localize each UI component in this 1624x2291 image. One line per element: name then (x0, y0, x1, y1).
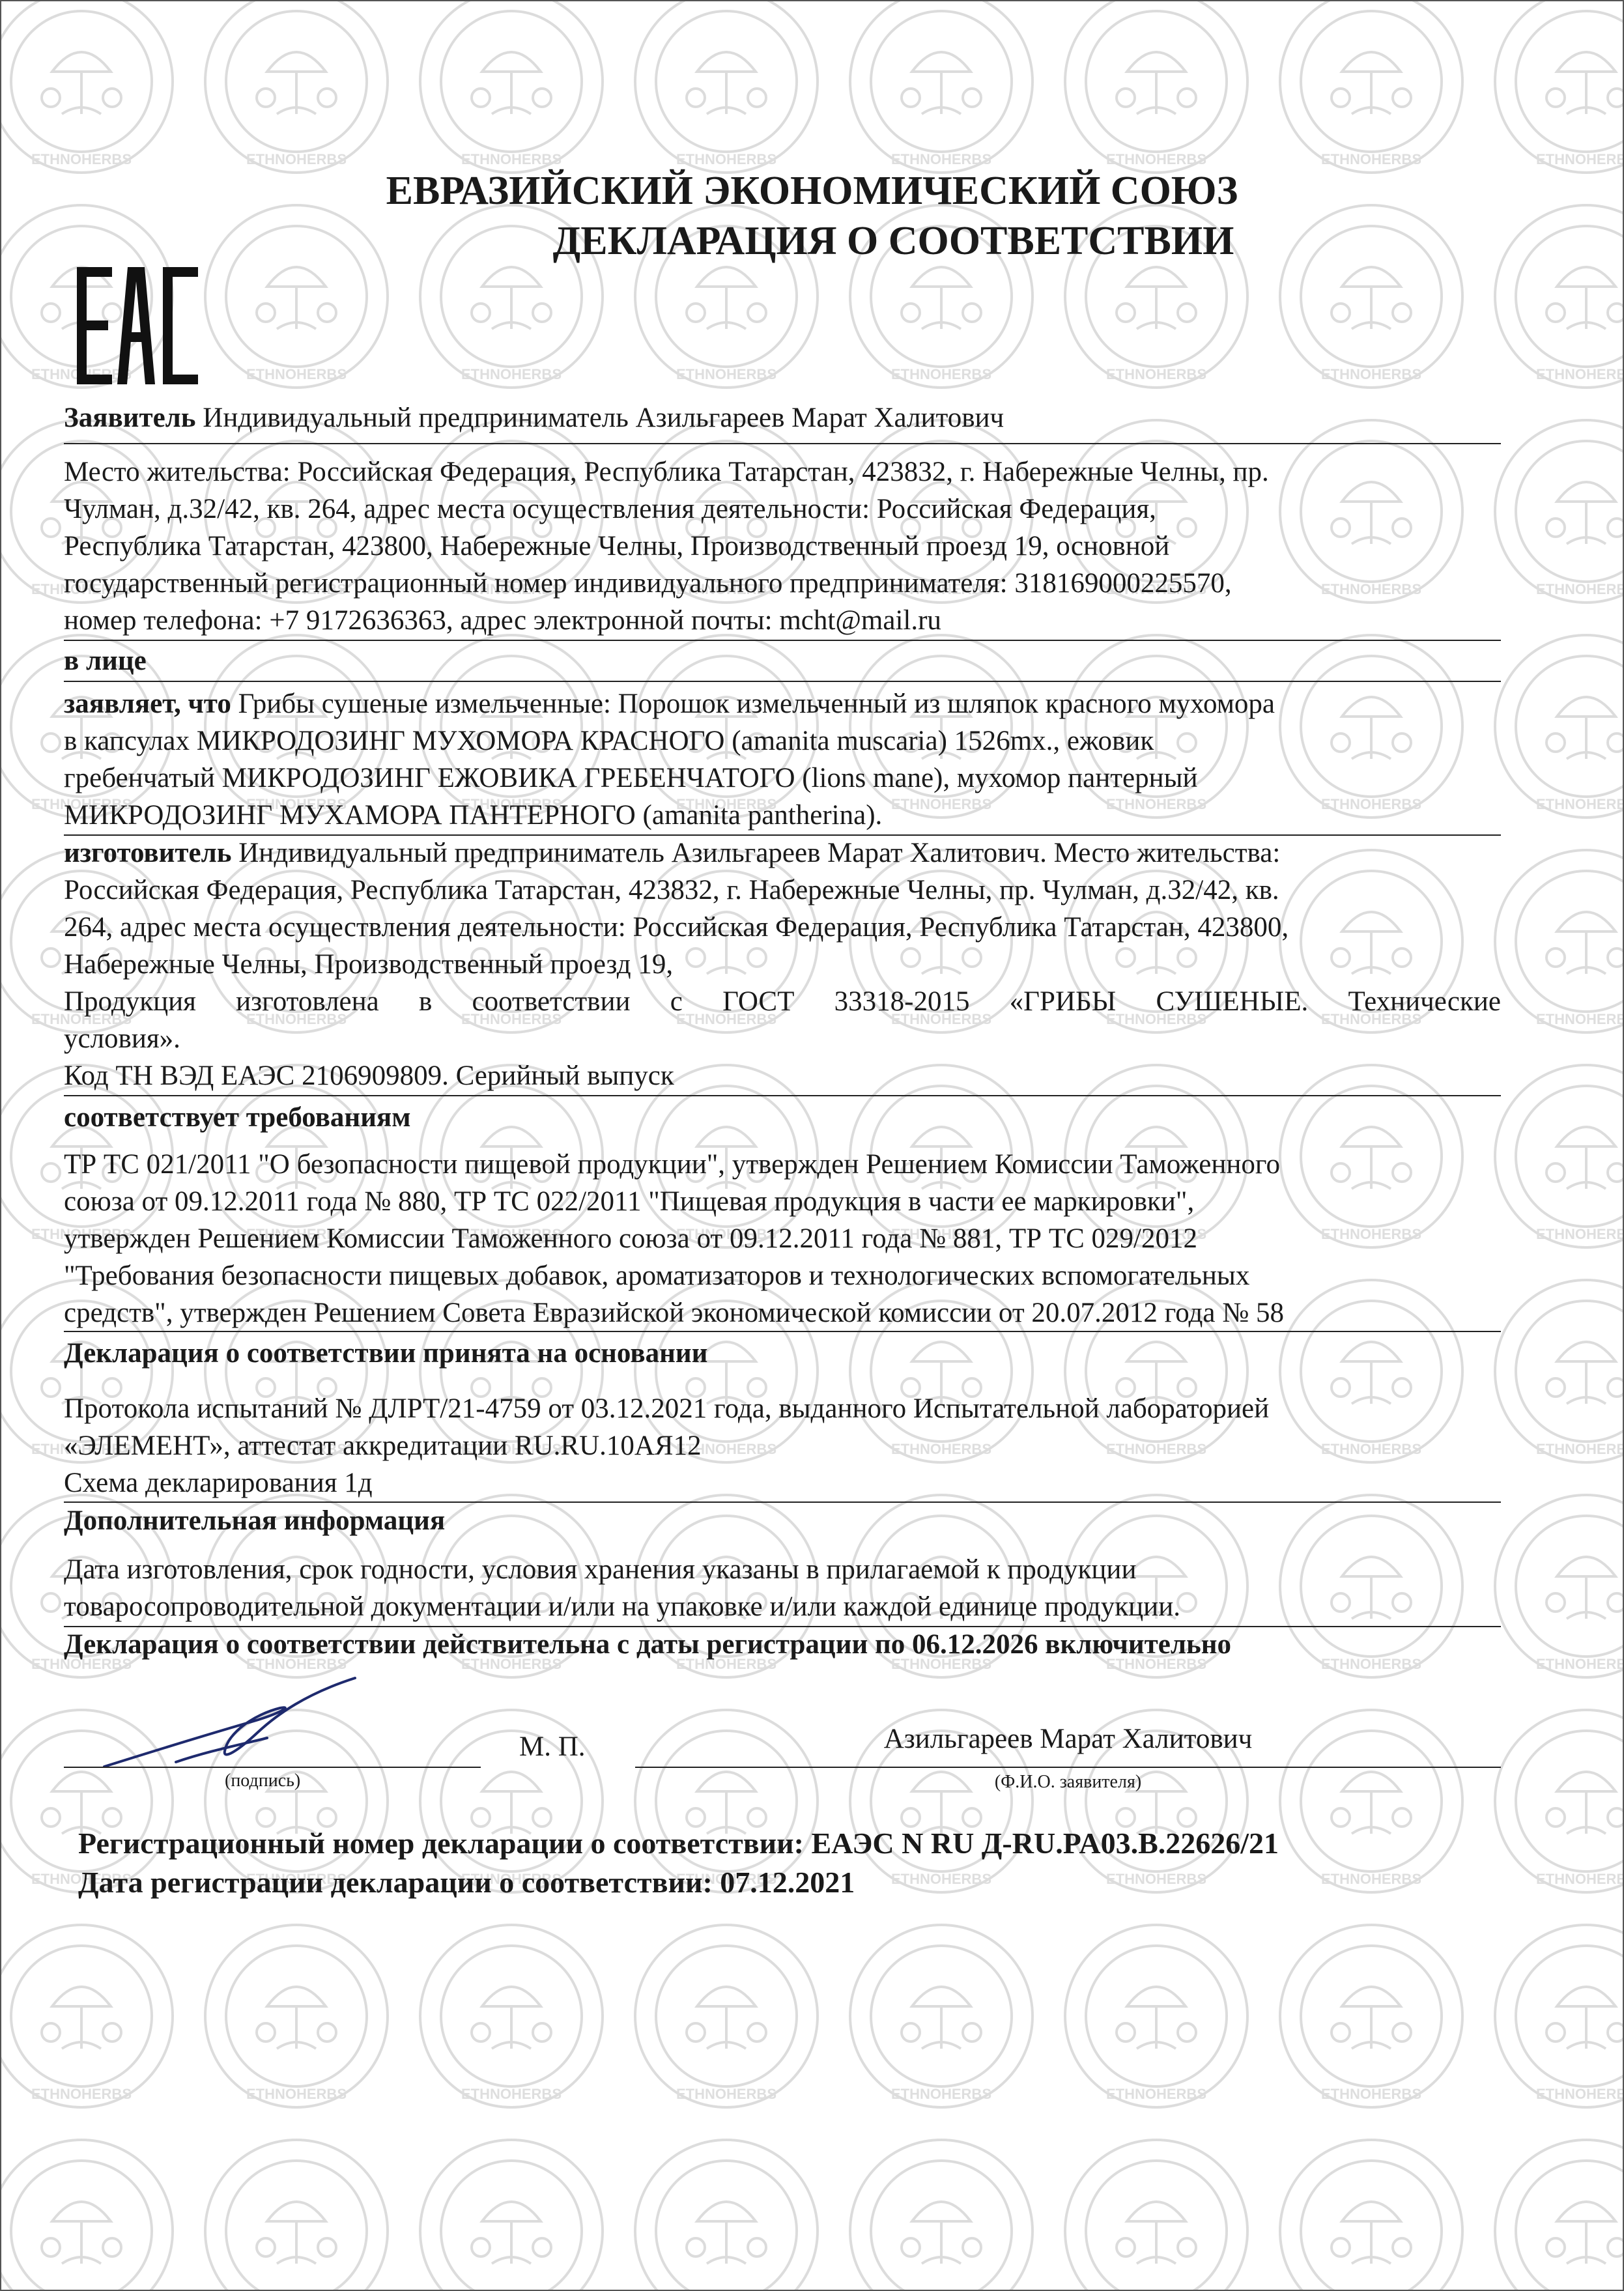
manufacturer-line: Российская Федерация, Республика Татарстан, 423832, г. Набережные Челны, пр. Чулман, д.32/42, кв. (64, 875, 1279, 905)
manufacturer-text: Индивидуальный предприниматель Азильгареев Марат Халитович. Место жительства: (231, 838, 1281, 868)
requirements-line: утвержден Решением Комиссии Таможенного союза от 09.12.2011 года № 881, ТР ТС 029/2012 (64, 1223, 1197, 1254)
requirements-label: соответствует требованиям (64, 1102, 411, 1133)
basis-label: Декларация о соответствии принята на основании (64, 1338, 708, 1369)
declares-line: в капсулах МИКРОДОЗИНГ МУХОМОРА КРАСНОГО (amanita muscaria) 1526mx., ежовик (64, 726, 1154, 756)
signature-line (64, 1767, 481, 1768)
registration-number: Регистрационный номер декларации о соответствии: ЕАЭС N RU Д-RU.PA03.B.22626/21 (78, 1827, 1279, 1860)
basis-line: Протокола испытаний № ДЛРТ/21-4759 от 03.12.2021 года, выданного Испытательной лабораторией (64, 1393, 1270, 1424)
requirements-line: средств", утвержден Решением Совета Евразийской экономической комиссии от 20.07.2012 года № 58 (64, 1298, 1284, 1328)
signature-caption: (подпись) (225, 1771, 301, 1791)
declares-line: МИКРОДОЗИНГ МУХАМОРА ПАНТЕРНОГО (amanita pantherina). (64, 800, 883, 831)
applicant-label: Заявитель (64, 403, 196, 433)
requirements-line: союза от 09.12.2011 года № 880, ТР ТС 022/2011 "Пищевая продукция в части ее маркировки", (64, 1186, 1195, 1217)
basis-line: Схема декларирования 1д (64, 1468, 373, 1498)
manufacturer-line: 264, адрес места осуществления деятельности: Российская Федерация, Республика Татарстан, 423800, (64, 912, 1289, 943)
registration-date: Дата регистрации декларации о соответствии: 07.12.2021 (78, 1866, 855, 1899)
applicant-address-line: номер телефона: +7 9172636363, адрес электронной почты: mcht@mail.ru (64, 605, 941, 636)
manufacturer-row (64, 835, 1501, 872)
applicant-row (64, 400, 1501, 436)
rule (64, 1095, 1501, 1096)
additional-line: Дата изготовления, срок годности, условия хранения указаны в прилагаемой к продукции (64, 1554, 1137, 1585)
applicant-name: Индивидуальный предприниматель Азильгареев Марат Халитович (195, 403, 1004, 433)
declares-label: заявляет, что (64, 689, 231, 719)
declares-text: Грибы сушеные измельченные: Порошок измельченный из шляпок красного мухомора (231, 689, 1275, 719)
manufacturer-line: условия». (64, 1023, 180, 1054)
manufacturer-label: изготовитель (64, 838, 232, 868)
applicant-fullname: Азильгареев Марат Халитович (883, 1724, 1253, 1754)
validity-text: Декларация о соответствии действительна с даты регистрации по 06.12.2026 включительно (64, 1629, 1231, 1660)
additional-line: товаросопроводительной документации и/или на упаковке и/или каждой единице продукции. (64, 1591, 1180, 1622)
union-title: ЕВРАЗИЙСКИЙ ЭКОНОМИЧЕСКИЙ СОЮЗ (386, 169, 1238, 213)
rule (64, 681, 1501, 682)
rule (64, 1331, 1501, 1332)
requirements-row (64, 1100, 1501, 1136)
stamp-label: М. П. (519, 1731, 586, 1762)
name-line (635, 1767, 1501, 1768)
document-title: ДЕКЛАРАЦИЯ О СООТВЕТСТВИИ (552, 219, 1234, 263)
rule (64, 443, 1501, 444)
applicant-address-line: Место жительства: Российская Федерация, Республика Татарстан, 423832, г. Набережные Челны, пр. (64, 457, 1269, 487)
requirements-line: "Требования безопасности пищевых добавок, ароматизаторов и технологических вспомогательных (64, 1260, 1250, 1291)
person-label: в лице (64, 646, 147, 676)
validity-row (64, 1627, 1501, 1663)
basis-line: «ЭЛЕМЕНТ», аттестат аккредитации RU.RU.10АЯ12 (64, 1430, 702, 1461)
declares-line: гребенчатый МИКРОДОЗИНГ ЕЖОВИКА ГРЕБЕНЧАТОГО (lions mane), мухомор пантерный (64, 763, 1198, 793)
manufacturer-line: Продукция изготовлена в соответствии с ГОСТ 33318-2015 «ГРИБЫ СУШЕНЫЕ. Технические (64, 986, 1501, 1017)
basis-row (64, 1335, 1501, 1372)
requirements-line: ТР ТС 021/2011 "О безопасности пищевой продукции", утвержден Решением Комиссии Таможенного (64, 1149, 1280, 1180)
rule (64, 640, 1501, 641)
applicant-address-line: Республика Татарстан, 423800, Набережные Челны, Производственный проезд 19, основной (64, 531, 1170, 562)
additional-label: Дополнительная информация (64, 1505, 446, 1536)
manufacturer-line: Набережные Челны, Производственный проезд 19, (64, 949, 674, 980)
applicant-address-line: государственный регистрационный номер индивидуального предпринимателя: 318169000225570, (64, 568, 1232, 599)
declares-row (64, 686, 1501, 722)
handwritten-signature (98, 1674, 371, 1772)
manufacturer-line: Код ТН ВЭД ЕАЭС 2106909809. Серийный выпуск (64, 1060, 674, 1091)
eac-logo (77, 267, 198, 384)
additional-row (64, 1503, 1501, 1539)
person-label-row (64, 643, 1501, 679)
applicant-address-line: Чулман, д.32/42, кв. 264, адрес места осуществления деятельности: Российская Федерация, (64, 494, 1156, 524)
name-caption: (Ф.И.О. заявителя) (994, 1772, 1142, 1792)
